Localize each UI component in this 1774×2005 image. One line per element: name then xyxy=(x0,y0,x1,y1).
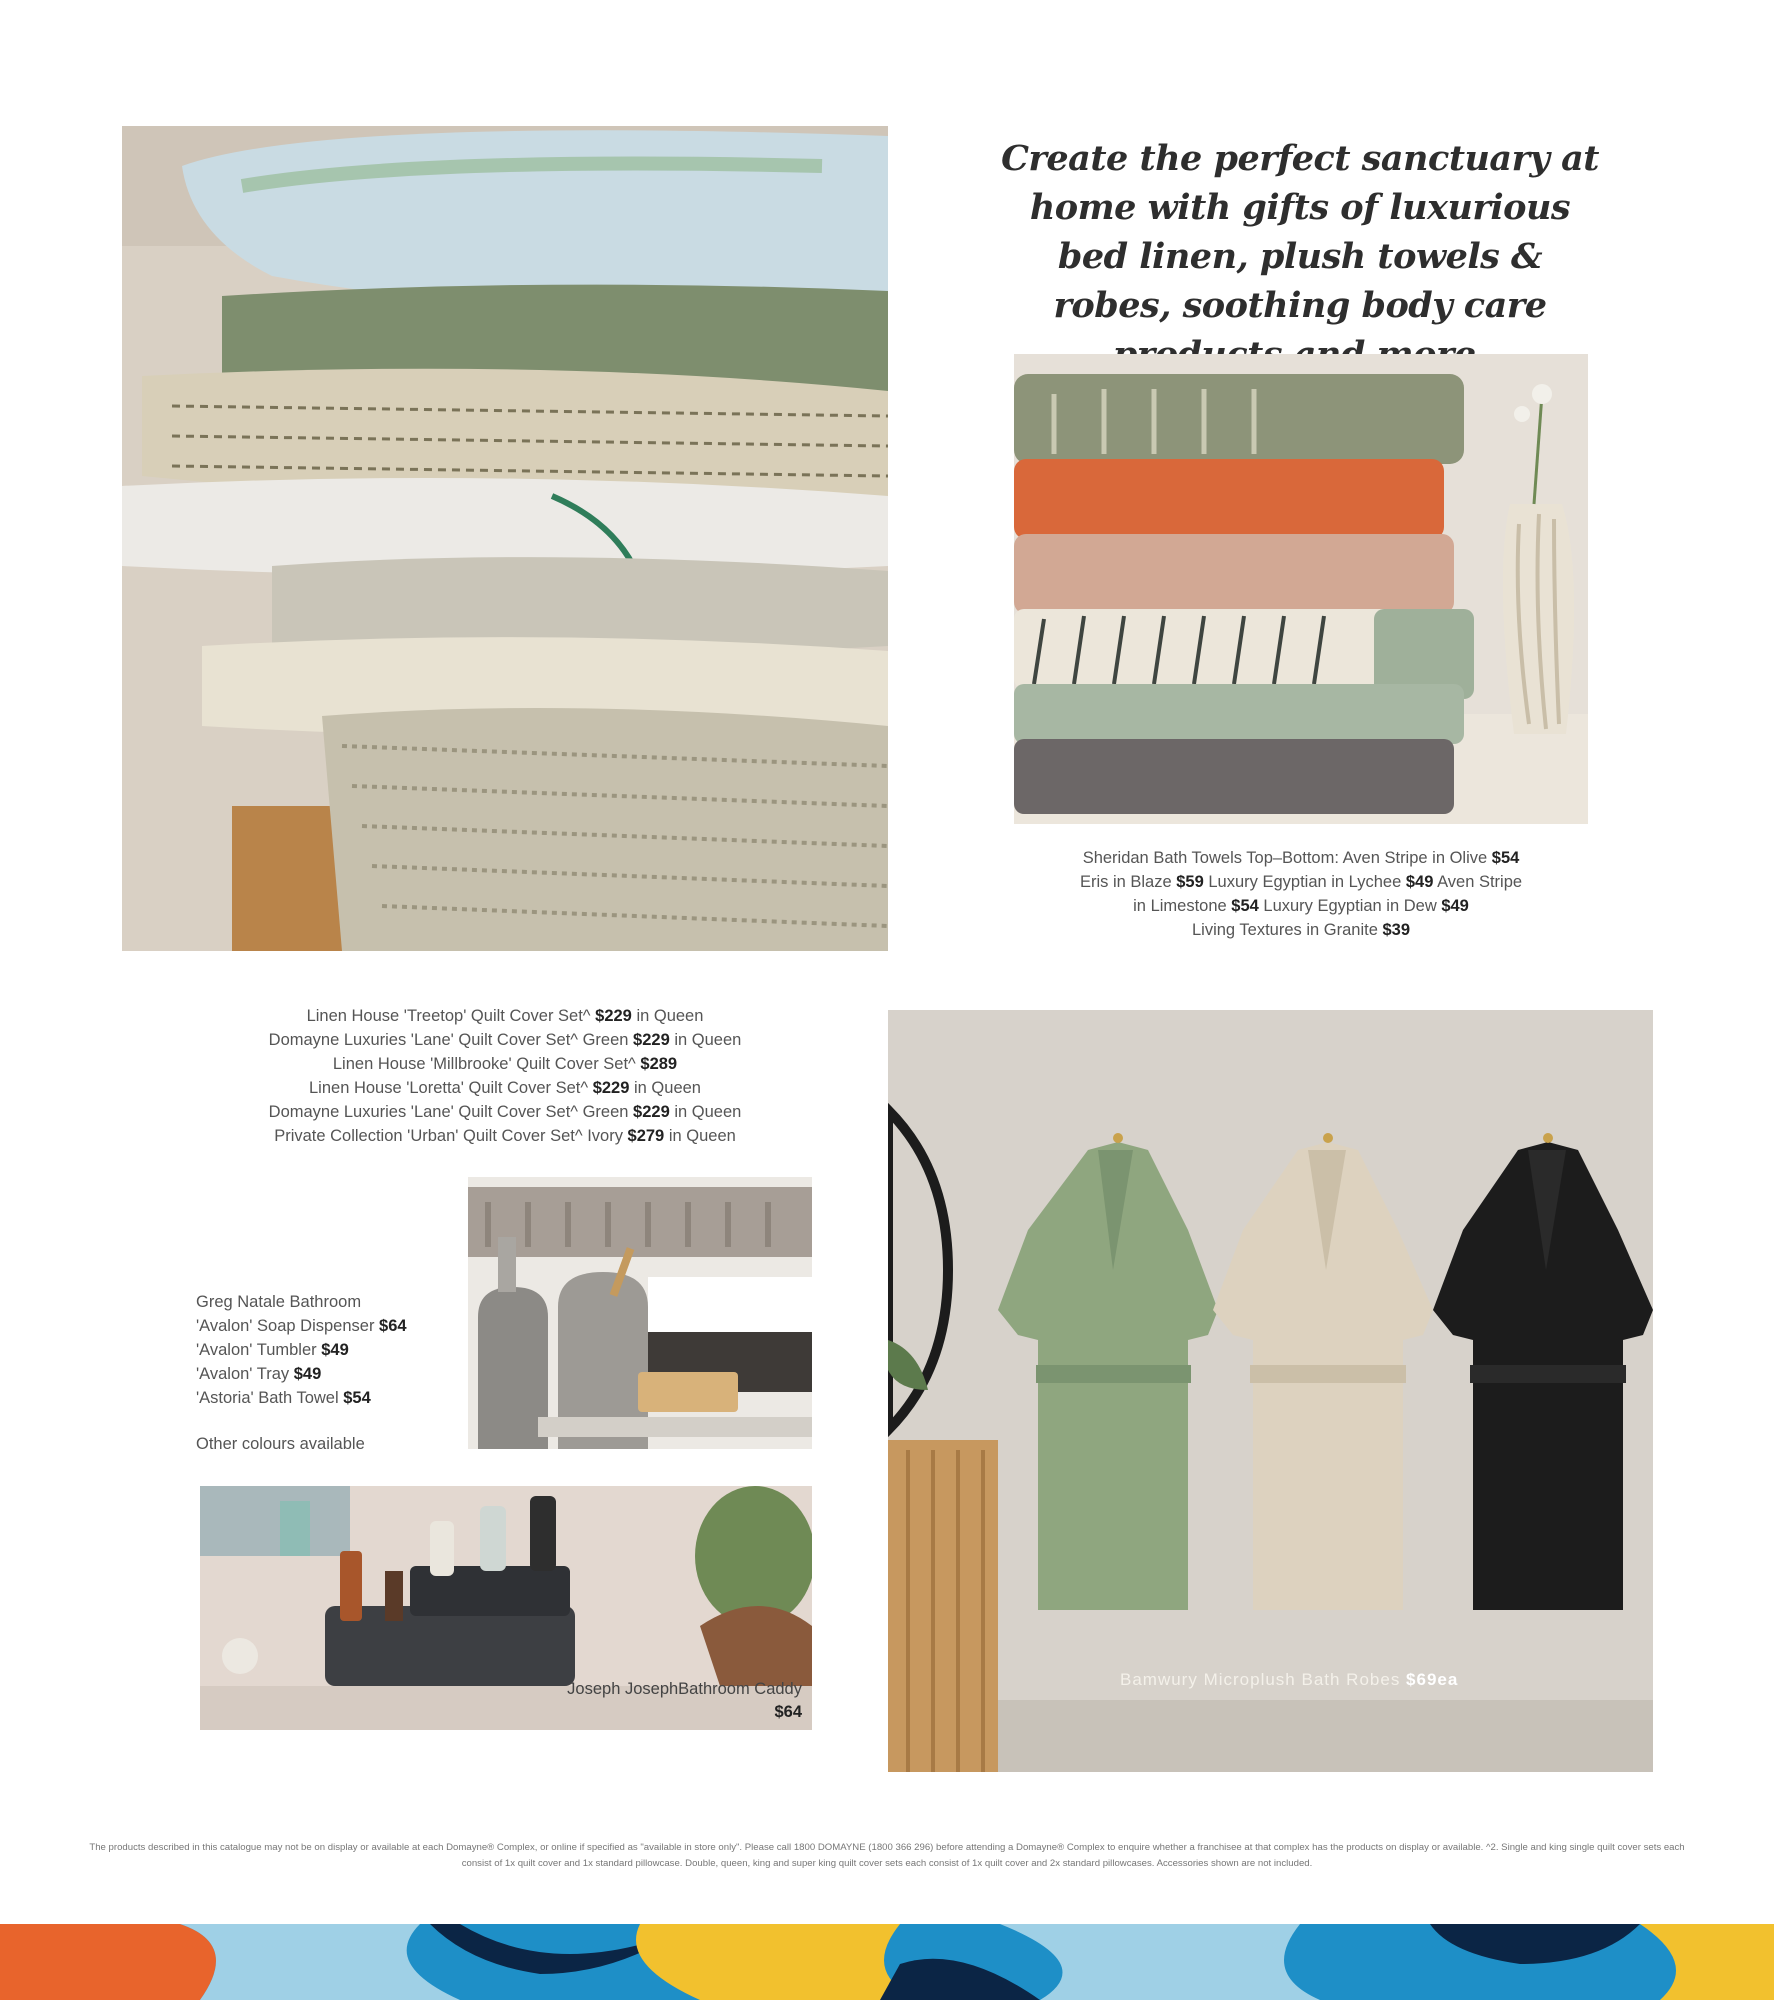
caption-line xyxy=(1020,846,1582,870)
caption-text: Sheridan Bath Towels Top–Bottom: Aven Stripe in Olive xyxy=(1082,849,1492,867)
caption-text: Bamwury Microplush Bath Robes xyxy=(1120,1670,1407,1689)
caption-text: in Queen xyxy=(629,1079,701,1097)
caption-text: Linen House 'Loretta' Quilt Cover Set^ xyxy=(309,1079,593,1097)
caption-text: 'Astoria' Bath Towel xyxy=(196,1389,344,1407)
caption-line xyxy=(1020,894,1582,918)
price: $229 xyxy=(633,1031,670,1049)
caption-text: Private Collection 'Urban' Quilt Cover Set^ Ivory xyxy=(274,1127,628,1145)
price: $289 xyxy=(640,1055,678,1073)
caption-text: Domayne Luxuries 'Lane' Quilt Cover Set^ Green xyxy=(268,1031,634,1049)
caption-line xyxy=(190,1028,820,1052)
towels-photo xyxy=(1014,354,1588,824)
caption-line xyxy=(1020,918,1582,942)
linens-stack-photo xyxy=(122,126,888,951)
disclaimer: The products described in this catalogue may not be on display or available at each Domayne® Complex, or online if specified as "available in store only". Please call 1800 DOMAYNE (1800 366 296) before attending a Domayne® Complex to enquire whether a franchisee at that complex has the products on display or available. ^2. Single and king single quilt cover sets each consist of 1x quilt cover and 1x standard pillowcase. Double, queen, king and super king quilt cover sets each consist of 1x quilt cover and 2x standard pillowcases. Accessories shown are not included. xyxy=(89,1842,1685,1869)
caption-text: Bathroom Caddy xyxy=(678,1680,802,1698)
caption-text: Luxury Egyptian in Lychee xyxy=(1203,873,1406,891)
caption-line xyxy=(190,1124,820,1148)
price: $69ea xyxy=(1406,1670,1459,1689)
caption-text: Greg Natale Bathroom xyxy=(196,1293,362,1311)
caption-text: in Queen xyxy=(631,1007,704,1025)
caption-text: in Queen xyxy=(669,1103,742,1121)
caption-line xyxy=(190,1076,820,1100)
caption-text: 'Avalon' Tray xyxy=(196,1365,294,1383)
caption-line xyxy=(196,1290,407,1314)
caption-text: Living Textures in Granite xyxy=(1192,921,1383,939)
price: $49 xyxy=(1441,897,1469,915)
decorative-footer-band xyxy=(0,1924,1774,2000)
caddy-caption xyxy=(560,1678,802,1724)
price: $39 xyxy=(1382,921,1410,939)
caption-line xyxy=(196,1362,407,1386)
caption-line xyxy=(196,1314,407,1338)
caption-line xyxy=(1120,1670,1458,1689)
caption-text: in Queen xyxy=(669,1031,742,1049)
price: $64 xyxy=(774,1703,802,1721)
caption-text: Linen House 'Treetop' Quilt Cover Set^ xyxy=(306,1007,596,1025)
caption-text: 'Avalon' Soap Dispenser xyxy=(196,1317,380,1335)
price: $229 xyxy=(592,1079,630,1097)
caption-text: in Queen xyxy=(664,1127,736,1145)
caption-text: 'Avalon' Tumbler xyxy=(196,1341,322,1359)
bath-caption xyxy=(196,1290,407,1410)
caption-line xyxy=(678,1680,802,1721)
caption-line xyxy=(196,1386,407,1410)
bathroom-accessories-photo xyxy=(468,1177,812,1449)
price: $49 xyxy=(1405,873,1434,891)
caption-text: in Limestone xyxy=(1133,897,1232,915)
price: $54 xyxy=(1491,849,1520,867)
price: $229 xyxy=(595,1007,632,1025)
bath-note-text: Other colours available xyxy=(196,1435,365,1453)
caption-line xyxy=(1020,870,1582,894)
headline: Create the perfect sanctuary at home with gifts of luxurious bed linen, plush towels & robes, soothing body care xyxy=(1001,138,1599,326)
quilt-caption xyxy=(190,1004,820,1148)
price: $54 xyxy=(1231,897,1259,915)
caption-text: Joseph Joseph xyxy=(567,1680,679,1698)
price: $49 xyxy=(321,1341,349,1359)
caption-line xyxy=(190,1052,820,1076)
caption-text: Eris in Blaze xyxy=(1079,873,1177,891)
towels-caption xyxy=(1020,846,1582,942)
bath-note xyxy=(196,1432,365,1456)
price: $59 xyxy=(1176,873,1204,891)
price: $229 xyxy=(633,1103,670,1121)
caption-line xyxy=(567,1680,678,1698)
caption-text: Domayne Luxuries 'Lane' Quilt Cover Set^ Green xyxy=(268,1103,634,1121)
caption-line xyxy=(190,1004,820,1028)
caption-line xyxy=(190,1100,820,1124)
price: $279 xyxy=(627,1127,665,1145)
price: $54 xyxy=(343,1389,371,1407)
footer-orange-wave xyxy=(0,1924,216,2000)
footer-yellow-wave-1 xyxy=(636,1924,920,2000)
caption-line xyxy=(196,1338,407,1362)
robes-caption xyxy=(1120,1670,1458,1690)
caption-text: Linen House 'Millbrooke' Quilt Cover Set^ xyxy=(332,1055,641,1073)
caption-text: Aven Stripe xyxy=(1433,873,1523,891)
price: $49 xyxy=(293,1365,322,1383)
caption-text: Luxury Egyptian in Dew xyxy=(1258,897,1442,915)
price: $64 xyxy=(379,1317,407,1335)
robes-photo xyxy=(888,1010,1653,1772)
